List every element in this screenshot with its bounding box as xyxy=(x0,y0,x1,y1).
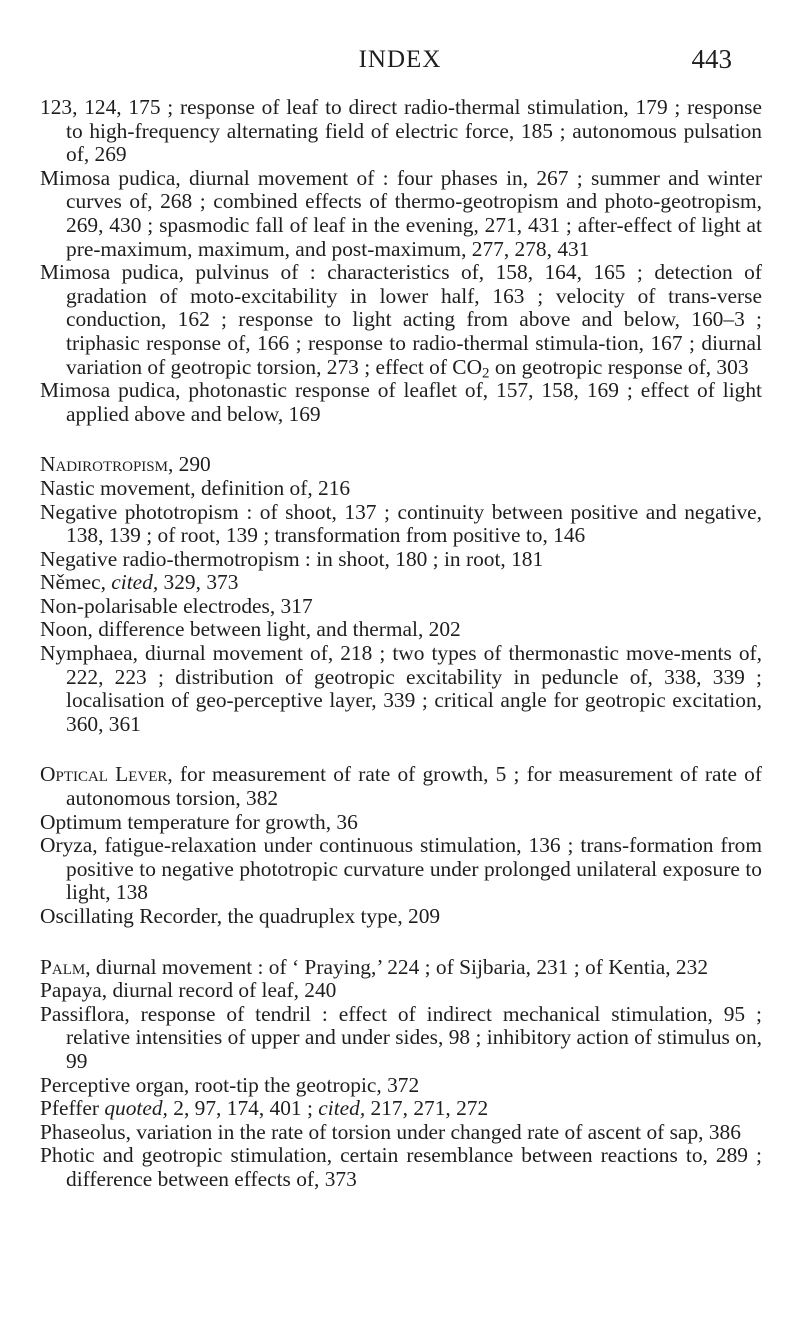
page-title: INDEX xyxy=(358,46,442,73)
index-body xyxy=(40,96,762,1192)
index-entry: Oscillating Recorder, the quadruplex type, 209 xyxy=(40,904,441,928)
section-gap xyxy=(40,929,762,956)
index-entry: Nymphaea, diurnal movement of, 218 ; two types of thermonastic move-ments of, 222, 223 ; distribution of geotropic excitability in peduncle of, 338, 339 ; localisation of geo-perceptive layer, 339 ; critical angle for geotropic excitation, 360, 361 xyxy=(40,641,762,736)
index-entry: Optimum temperature for growth, 36 xyxy=(40,809,358,834)
index-entry: Photic and geotropic stimulation, certain resemblance between reactions to, 289 ; difference between effects of, 373 xyxy=(40,1143,762,1191)
index-entry: Optical Lever, for measurement of rate of growth, 5 ; for measurement of rate of autonomous torsion, 382 xyxy=(40,762,762,811)
index-entry: Papaya, diurnal record of leaf, 240 xyxy=(40,978,337,1003)
section-gap xyxy=(40,426,762,453)
index-entry: Negative radio-thermotropism : in shoot, 180 ; in root, 181 xyxy=(40,546,544,571)
index-entry: Mimosa pudica, pulvinus of : characteristics of, 158, 164, 165 ; detection of gradation of moto-excitability in lower half, 163 ; velocity of trans-verse conduction, 162 ; response to light acting from above and below, 160–3 ; triphasic response of, 166 ; response to radio-thermal stimula-tion, 167 ; diurnal variation of geotropic torsion, 273 ; effect of $CO_2$ on geotropic response of, 303 xyxy=(40,260,762,382)
section-gap xyxy=(40,736,762,763)
small-caps-heading: Palm xyxy=(40,954,86,979)
index-entry: Oryza, fatigue-relaxation under continuous stimulation, 136 ; trans-formation from positive to negative phototropic curvature under prolonged unilateral exposure to light, 138 xyxy=(40,833,762,905)
small-caps-heading: Optical Lever xyxy=(40,762,168,787)
index-entry: Němec, cited, 329, 373 xyxy=(40,570,239,595)
index-entry: Nastic movement, definition of, 216 xyxy=(40,475,351,500)
index-entry: Nadirotropism, 290 xyxy=(40,452,211,477)
index-entry: Noon, difference between light, and thermal, 202 xyxy=(40,617,461,642)
running-head xyxy=(0,46,800,82)
index-entry: Negative phototropism : of shoot, 137 ; continuity between positive and negative, 138, 139 ; of root, 139 ; transformation from positive to, 146 xyxy=(40,499,762,548)
index-entry: Perceptive organ, root-tip the geotropic, 372 xyxy=(40,1072,420,1097)
index-entry: Mimosa pudica, photonastic response of leaflet of, 157, 158, 169 ; effect of light applied above and below, 169 xyxy=(40,378,762,426)
index-entry: Pfeffer quoted, 2, 97, 174, 401 ; cited, 217, 271, 272 xyxy=(40,1096,489,1121)
index-entry: Mimosa pudica, diurnal movement of : four phases in, 267 ; summer and winter curves of, 268 ; combined effects of thermo-geotropism and photo-geotropism, 269, 430 ; spasmodic fall of leaf in the evening, 271, 431 ; after-effect of light at pre-maximum, maximum, and post-maximum, 277, 278, 431 xyxy=(40,165,762,261)
index-entry: Non-polarisable electrodes, 317 xyxy=(40,593,313,618)
index-entry: Phaseolus, variation in the rate of torsion under changed rate of ascent of sap, 386 xyxy=(40,1119,741,1144)
page-number: 443 xyxy=(691,44,732,74)
index-entry: Palm, diurnal movement : of ‘ Praying,’ 224 ; of Sijbaria, 231 ; of Kentia, 232 xyxy=(40,954,709,979)
small-caps-heading: Nadirotropism xyxy=(40,452,168,477)
index-entry: 123, 124, 175 ; response of leaf to direct radio-thermal stimulation, 179 ; response to high-frequency alternating field of electric force, 185 ; autonomous pulsation of, 269 xyxy=(40,95,762,167)
index-entry: Passiflora, response of tendril : effect of indirect mechanical stimulation, 95 ; relative intensities of upper and under sides, 98 ; inhibitory action of stimulus on, 99 xyxy=(40,1001,762,1073)
